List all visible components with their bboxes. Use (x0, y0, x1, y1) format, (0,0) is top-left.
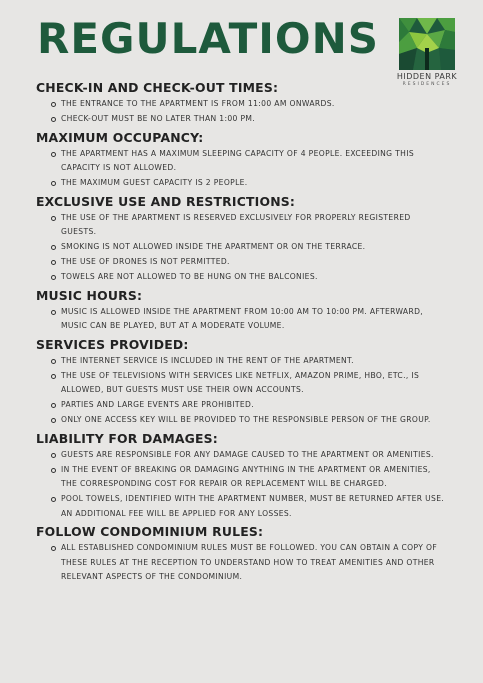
list-item: ONLY ONE ACCESS KEY WILL BE PROVIDED TO THE RESPONSIBLE PERSON OF THE GROUP. (36, 413, 446, 428)
list-item: MUSIC IS ALLOWED INSIDE THE APARTMENT FROM 10:00 AM TO 10:00 PM. AFTERWARD, MUSIC CAN BE PLAYED, BUT AT A MODERATE VOLUME. (36, 305, 446, 334)
section-title: MAXIMUM OCCUPANCY: (36, 129, 204, 145)
section-title: CHECK-IN AND CHECK-OUT TIMES: (36, 80, 279, 95)
list-item: POOL TOWELS, IDENTIFIED WITH THE APARTMENT NUMBER, MUST BE RETURNED AFTER USE. AN ADDITIONAL FEE WILL BE APPLIED FOR ANY LOSSES. (36, 492, 446, 521)
bullet-list (36, 147, 446, 191)
bullet-list (36, 354, 446, 428)
section (36, 194, 446, 285)
list-item: THE ENTRANCE TO THE APARTMENT IS FROM 11:00 AM ONWARDS. (36, 97, 446, 112)
section-title: EXCLUSIVE USE AND RESTRICTIONS: (36, 193, 296, 209)
section (36, 80, 446, 127)
logo-subtitle: RESIDENCES (402, 82, 452, 87)
list-item: TOWELS ARE NOT ALLOWED TO BE HUNG ON THE BALCONIES. (36, 270, 446, 285)
list-item: THE APARTMENT HAS A MAXIMUM SLEEPING CAPACITY OF 4 PEOPLE. EXCEEDING THIS CAPACITY IS NOT ALLOWED. (36, 147, 446, 176)
section-title: MUSIC HOURS: (36, 287, 143, 303)
list-item: CHECK-OUT MUST BE NO LATER THAN 1:00 PM. (36, 112, 446, 127)
list-item: THE USE OF TELEVISIONS WITH SERVICES LIKE NETFLIX, AMAZON PRIME, HBO, ETC., IS ALLOWED, BUT GUESTS MUST USE THEIR OWN ACCOUNTS. (36, 369, 446, 398)
list-item: SMOKING IS NOT ALLOWED INSIDE THE APARTMENT OR ON THE TERRACE. (36, 240, 446, 255)
page-title: REGULATIONS (37, 14, 379, 63)
bullet-list (36, 305, 446, 334)
bullet-list (36, 541, 446, 585)
bullet-list (36, 448, 446, 522)
list-item: PARTIES AND LARGE EVENTS ARE PROHIBITED. (36, 398, 446, 413)
list-item: THE MAXIMUM GUEST CAPACITY IS 2 PEOPLE. (36, 176, 446, 191)
hidden-park-logo-icon (399, 18, 455, 70)
bullet-list (36, 97, 446, 127)
section-title: LIABILITY FOR DAMAGES: (36, 430, 218, 446)
section (36, 524, 446, 585)
regulations-list (36, 80, 446, 588)
list-item: THE INTERNET SERVICE IS INCLUDED IN THE RENT OF THE APARTMENT. (36, 354, 446, 369)
section-title: FOLLOW CONDOMINIUM RULES: (36, 524, 264, 539)
section (36, 337, 446, 428)
section (36, 288, 446, 334)
bullet-list (36, 211, 446, 285)
list-item: THE USE OF DRONES IS NOT PERMITTED. (36, 255, 446, 270)
list-item: ALL ESTABLISHED CONDOMINIUM RULES MUST BE FOLLOWED. YOU CAN OBTAIN A COPY OF THESE RULES AT THE RECEPTION TO UNDERSTAND HOW TO TREAT AMENITIES AND OTHER RELEVANT ASPECTS OF THE CONDOMINIUM. (36, 541, 446, 585)
logo-name: HIDDEN PARK (396, 72, 458, 81)
list-item: THE USE OF THE APARTMENT IS RESERVED EXCLUSIVELY FOR PROPERLY REGISTERED GUESTS. (36, 211, 446, 240)
list-item: GUESTS ARE RESPONSIBLE FOR ANY DAMAGE CAUSED TO THE APARTMENT OR AMENITIES. (36, 448, 446, 463)
section (36, 431, 446, 522)
list-item: IN THE EVENT OF BREAKING OR DAMAGING ANYTHING IN THE APARTMENT OR AMENITIES, THE CORRESPONDING COST FOR REPAIR OR REPLACEMENT WILL BE CHARGED. (36, 463, 446, 492)
section (36, 130, 446, 191)
logo (388, 18, 466, 88)
section-title: SERVICES PROVIDED: (36, 336, 189, 352)
